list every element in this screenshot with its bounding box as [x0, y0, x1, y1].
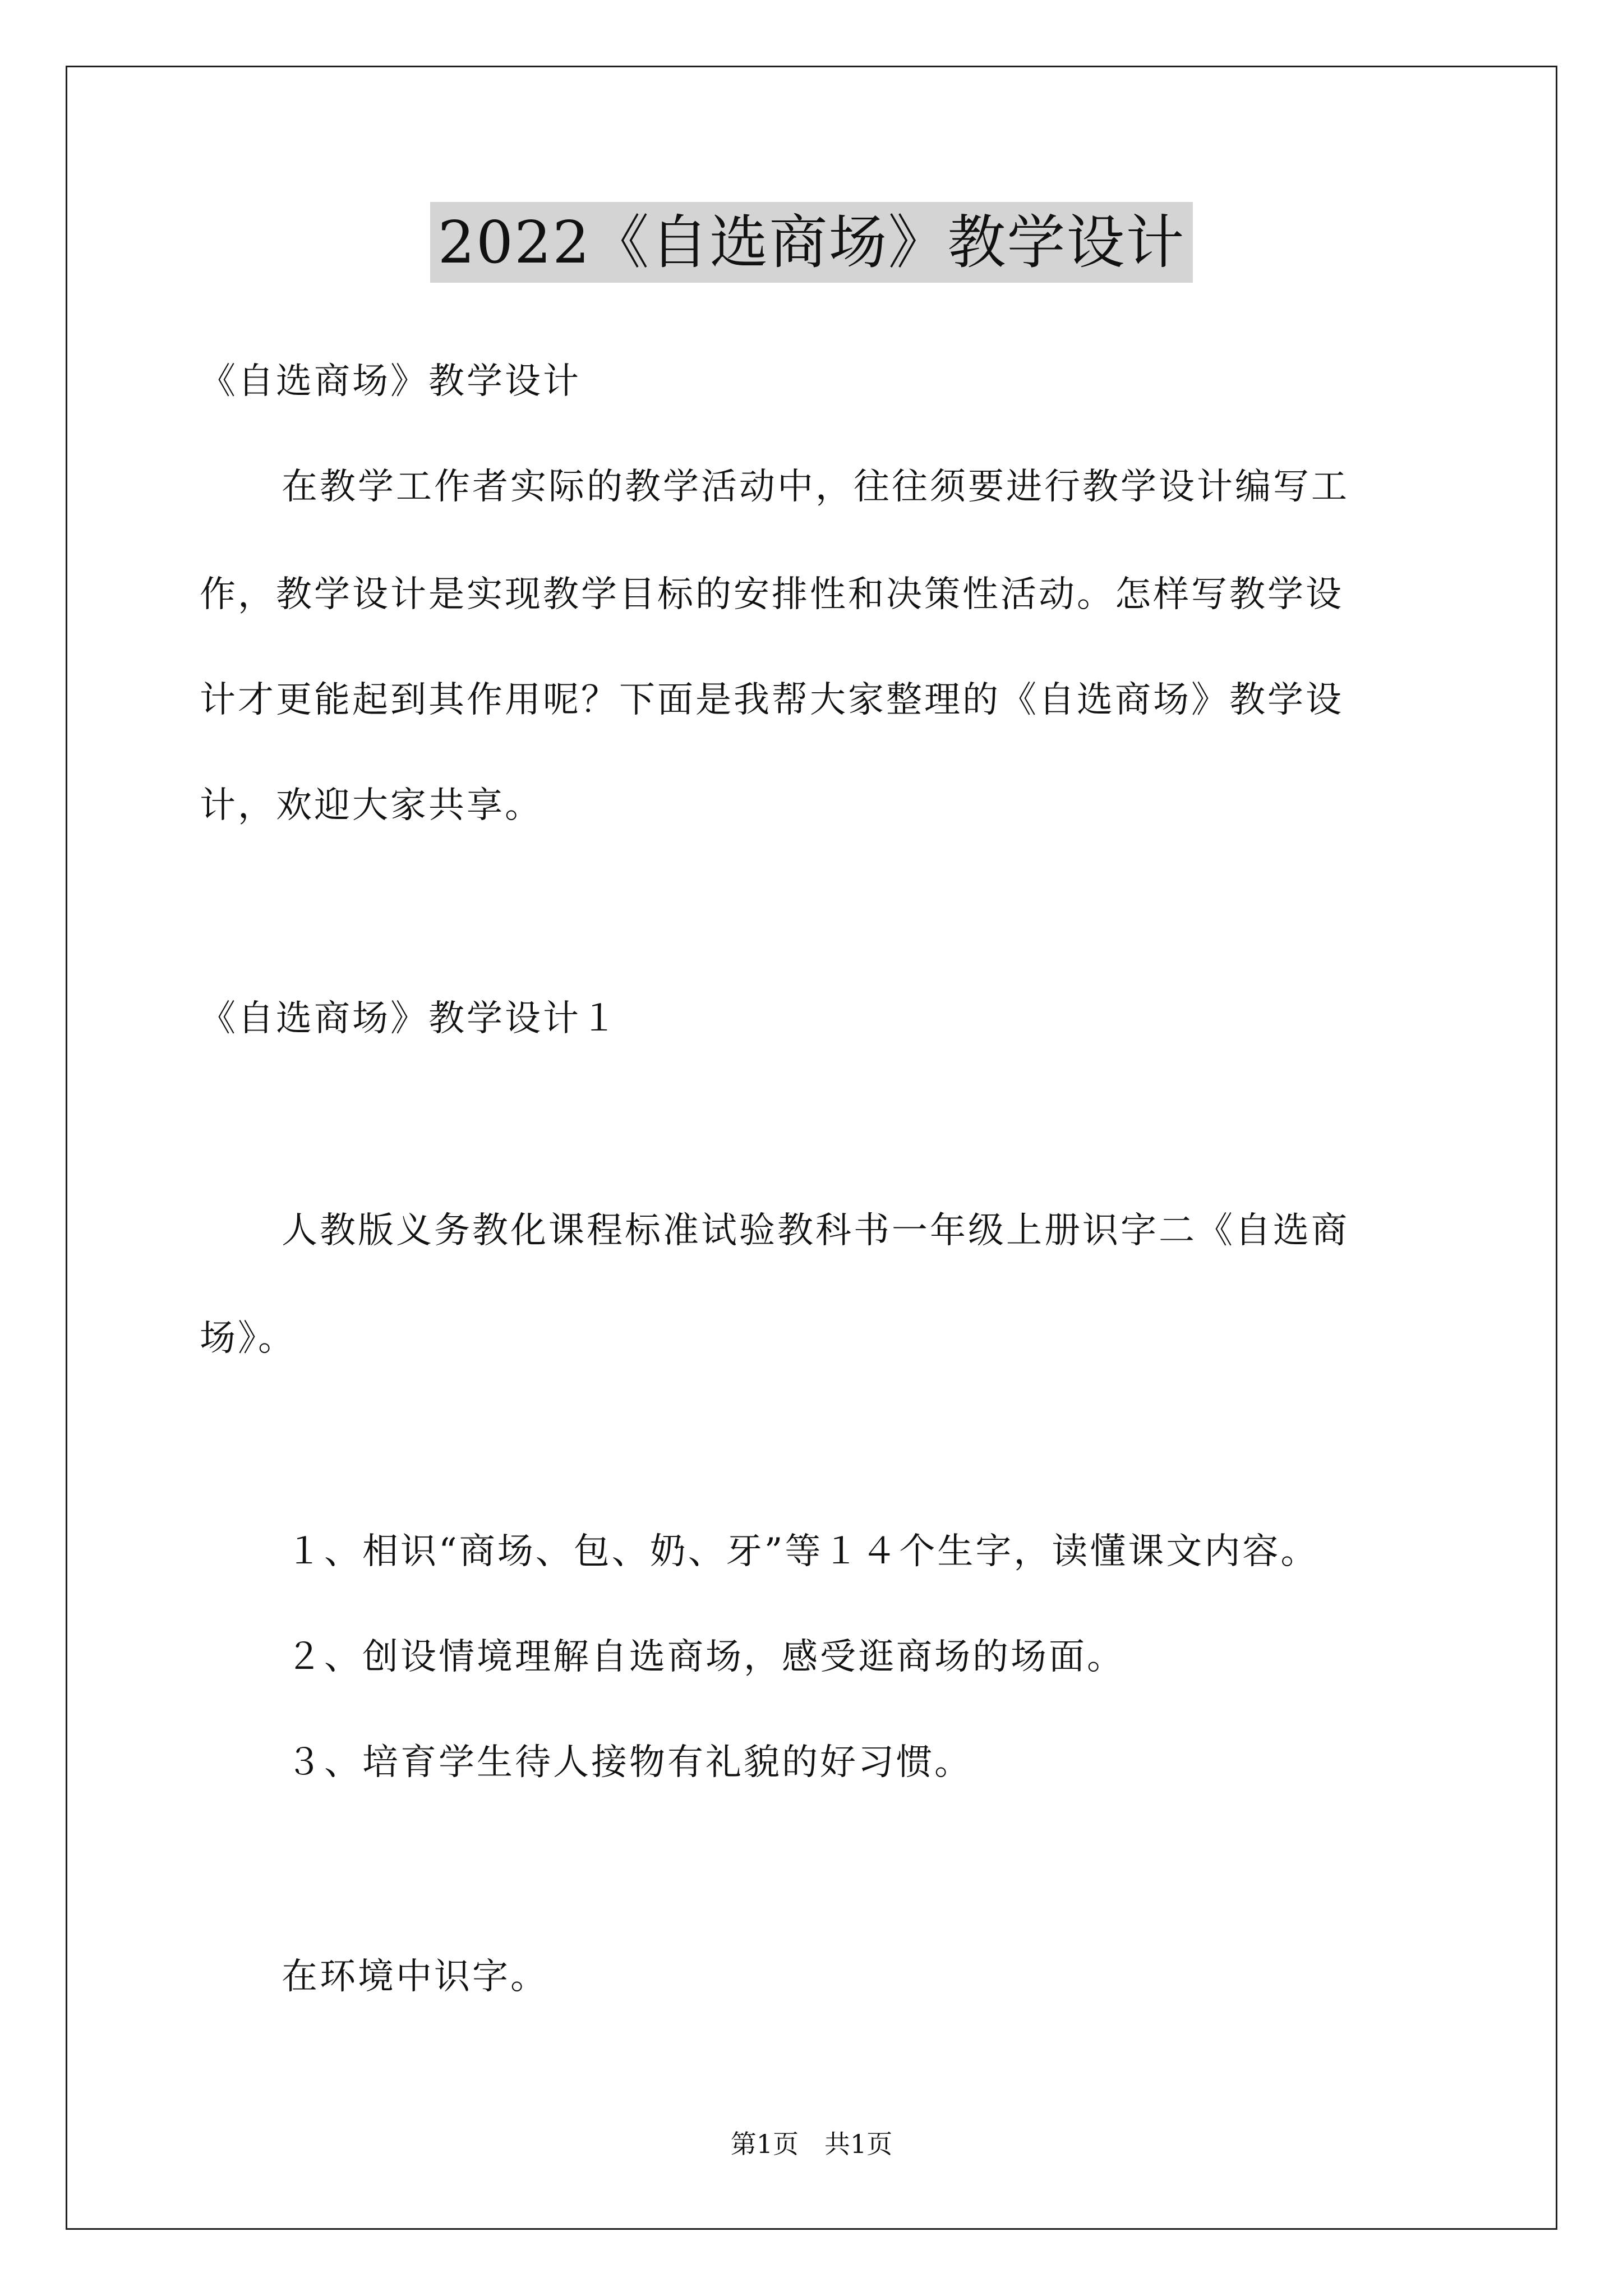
title-container	[0, 202, 1623, 283]
intro-line: 在教学工作者实际的教学活动中，往往须要进行教学设计编写工	[282, 466, 1349, 508]
objective-item: ２、创设情境理解自选商场，感受逛商场的场面。	[286, 1636, 1125, 1678]
objective-item: ３、培育学生待人接物有礼貌的好习惯。	[286, 1742, 972, 1783]
textbook-line: 人教版义务教化课程标准试验教科书一年级上册识字二《自选商	[282, 1210, 1349, 1251]
page-number: 第1页 共1页	[730, 2129, 893, 2159]
objective-item: １、相识“商场、包、奶、牙”等１４个生字，读懂课文内容。	[286, 1531, 1319, 1572]
section-heading: 《自选商场》教学设计１	[200, 998, 619, 1039]
focus-line: 在环境中识字。	[282, 1956, 548, 1998]
intro-line: 计才更能起到其作用呢？下面是我帮大家整理的《自选商场》教学设	[200, 679, 1344, 721]
textbook-line: 场》。	[200, 1318, 296, 1359]
document-subtitle: 《自选商场》教学设计	[200, 361, 581, 402]
document-title: 2022《自选商场》教学设计	[430, 202, 1193, 283]
intro-line: 作，教学设计是实现教学目标的安排性和决策性活动。怎样写教学设	[200, 574, 1344, 615]
intro-line: 计，欢迎大家共享。	[200, 785, 543, 826]
